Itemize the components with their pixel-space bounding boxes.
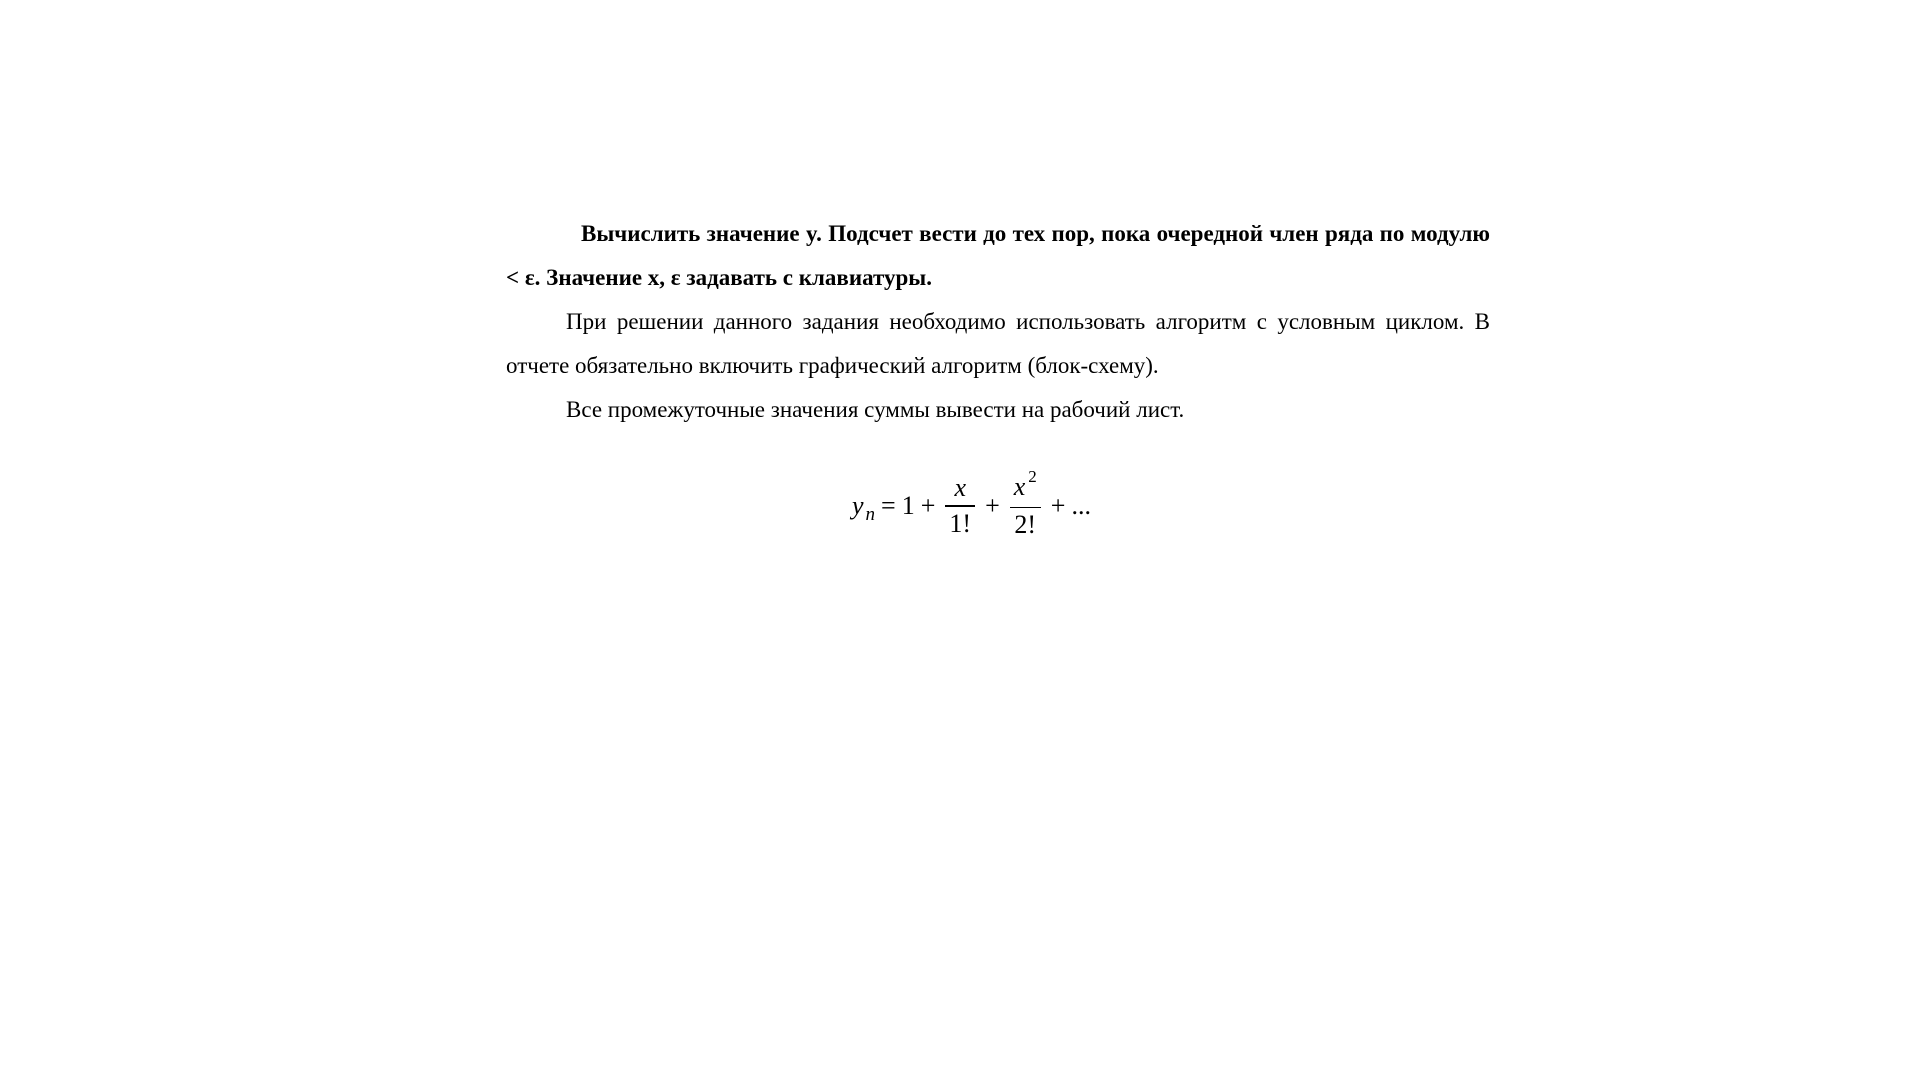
fraction-2-exponent: 2 (1028, 466, 1037, 486)
formula-fraction-1 (945, 471, 975, 541)
task-heading: Вычислить значение y. Подсчет вести до тех пор, пока очередной член ряда по модулю < ε. Значение x, ε задавать с клавиатуры. (506, 221, 1490, 290)
formula-fraction-2 (1010, 466, 1041, 543)
task-paragraph-output: Все промежуточные значения суммы вывести на рабочий лист. (566, 397, 1185, 422)
task-paragraph-algorithm: При решении данного задания необходимо использовать алгоритм с условным циклом. В отчете обязательно включить графический алгоритм (блок-схему). (506, 309, 1490, 378)
formula-plus-2: + (985, 491, 1000, 520)
formula-plus-3: + (1050, 491, 1066, 520)
document-page (506, 212, 1490, 432)
formula-lhs-variable: y (852, 491, 864, 520)
fraction-1-denominator: 1! (949, 508, 972, 538)
series-formula (852, 466, 1091, 546)
fraction-2-numerator-variable: x (1013, 471, 1026, 501)
formula-term-one: 1 (901, 491, 915, 520)
formula-lhs-subscript: n (865, 504, 876, 525)
fraction-2-denominator: 2! (1014, 510, 1037, 540)
formula-plus-1: + (920, 491, 936, 520)
fraction-1-numerator: x (954, 473, 966, 503)
fraction-2-numerator (1010, 466, 1041, 507)
formula-equals: = (881, 491, 896, 520)
formula-ellipsis: ... (1071, 491, 1091, 520)
